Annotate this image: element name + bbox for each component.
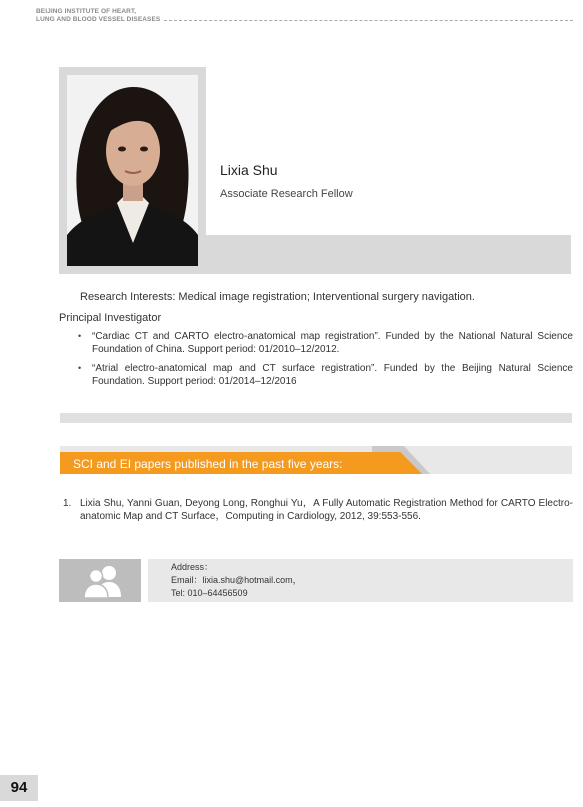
section-divider: [60, 413, 572, 423]
pi-list: [92, 330, 573, 394]
paper-item: [63, 497, 573, 523]
tel-line: Tel: 010–64456509: [171, 588, 248, 598]
pi-item: • “Cardiac CT and CARTO electro-anatomical map registration”. Funded by the National Natural Science Foundation of China. Support period: 01/2010–12/2012.: [92, 330, 573, 356]
person-name: Lixia Shu: [220, 162, 278, 178]
research-interests: Research Interests: Medical image registration; Interventional surgery navigation.: [80, 291, 475, 303]
header-divider: [164, 20, 573, 21]
papers-heading: SCI and EI papers published in the past five years:: [73, 457, 343, 471]
papers-list: [63, 497, 573, 523]
contact-details: [171, 561, 302, 600]
email-line: Email：lixia.shu@hotmail.com，: [171, 575, 302, 585]
person-title: Associate Research Fellow: [220, 188, 353, 200]
pi-item: • “Atrial electro-anatomical map and CT surface registration”. Funded by the Beijing Natural Science Foundation. Support period: 01/2014–12/2016: [92, 362, 573, 388]
paper-number: 1.: [63, 498, 72, 509]
address-label: Address：: [171, 562, 214, 572]
people-icon: [79, 563, 127, 599]
portrait-photo: [67, 75, 198, 266]
header-line-2: LUNG AND BLOOD VESSEL DISEASES: [36, 15, 161, 23]
header-line-1: BEIJING INSTITUTE OF HEART,: [36, 8, 137, 15]
pi-heading: Principal Investigator: [59, 312, 162, 324]
running-header: [36, 8, 160, 23]
paper-text: Lixia Shu, Yanni Guan, Deyong Long, Ronghui Yu，A Fully Automatic Registration Method for CARTO Electro-anatomic Map and CT Surface，Computing in Cardiology, 2012, 39:553-556.: [80, 498, 573, 522]
page-number: 94: [0, 775, 38, 801]
